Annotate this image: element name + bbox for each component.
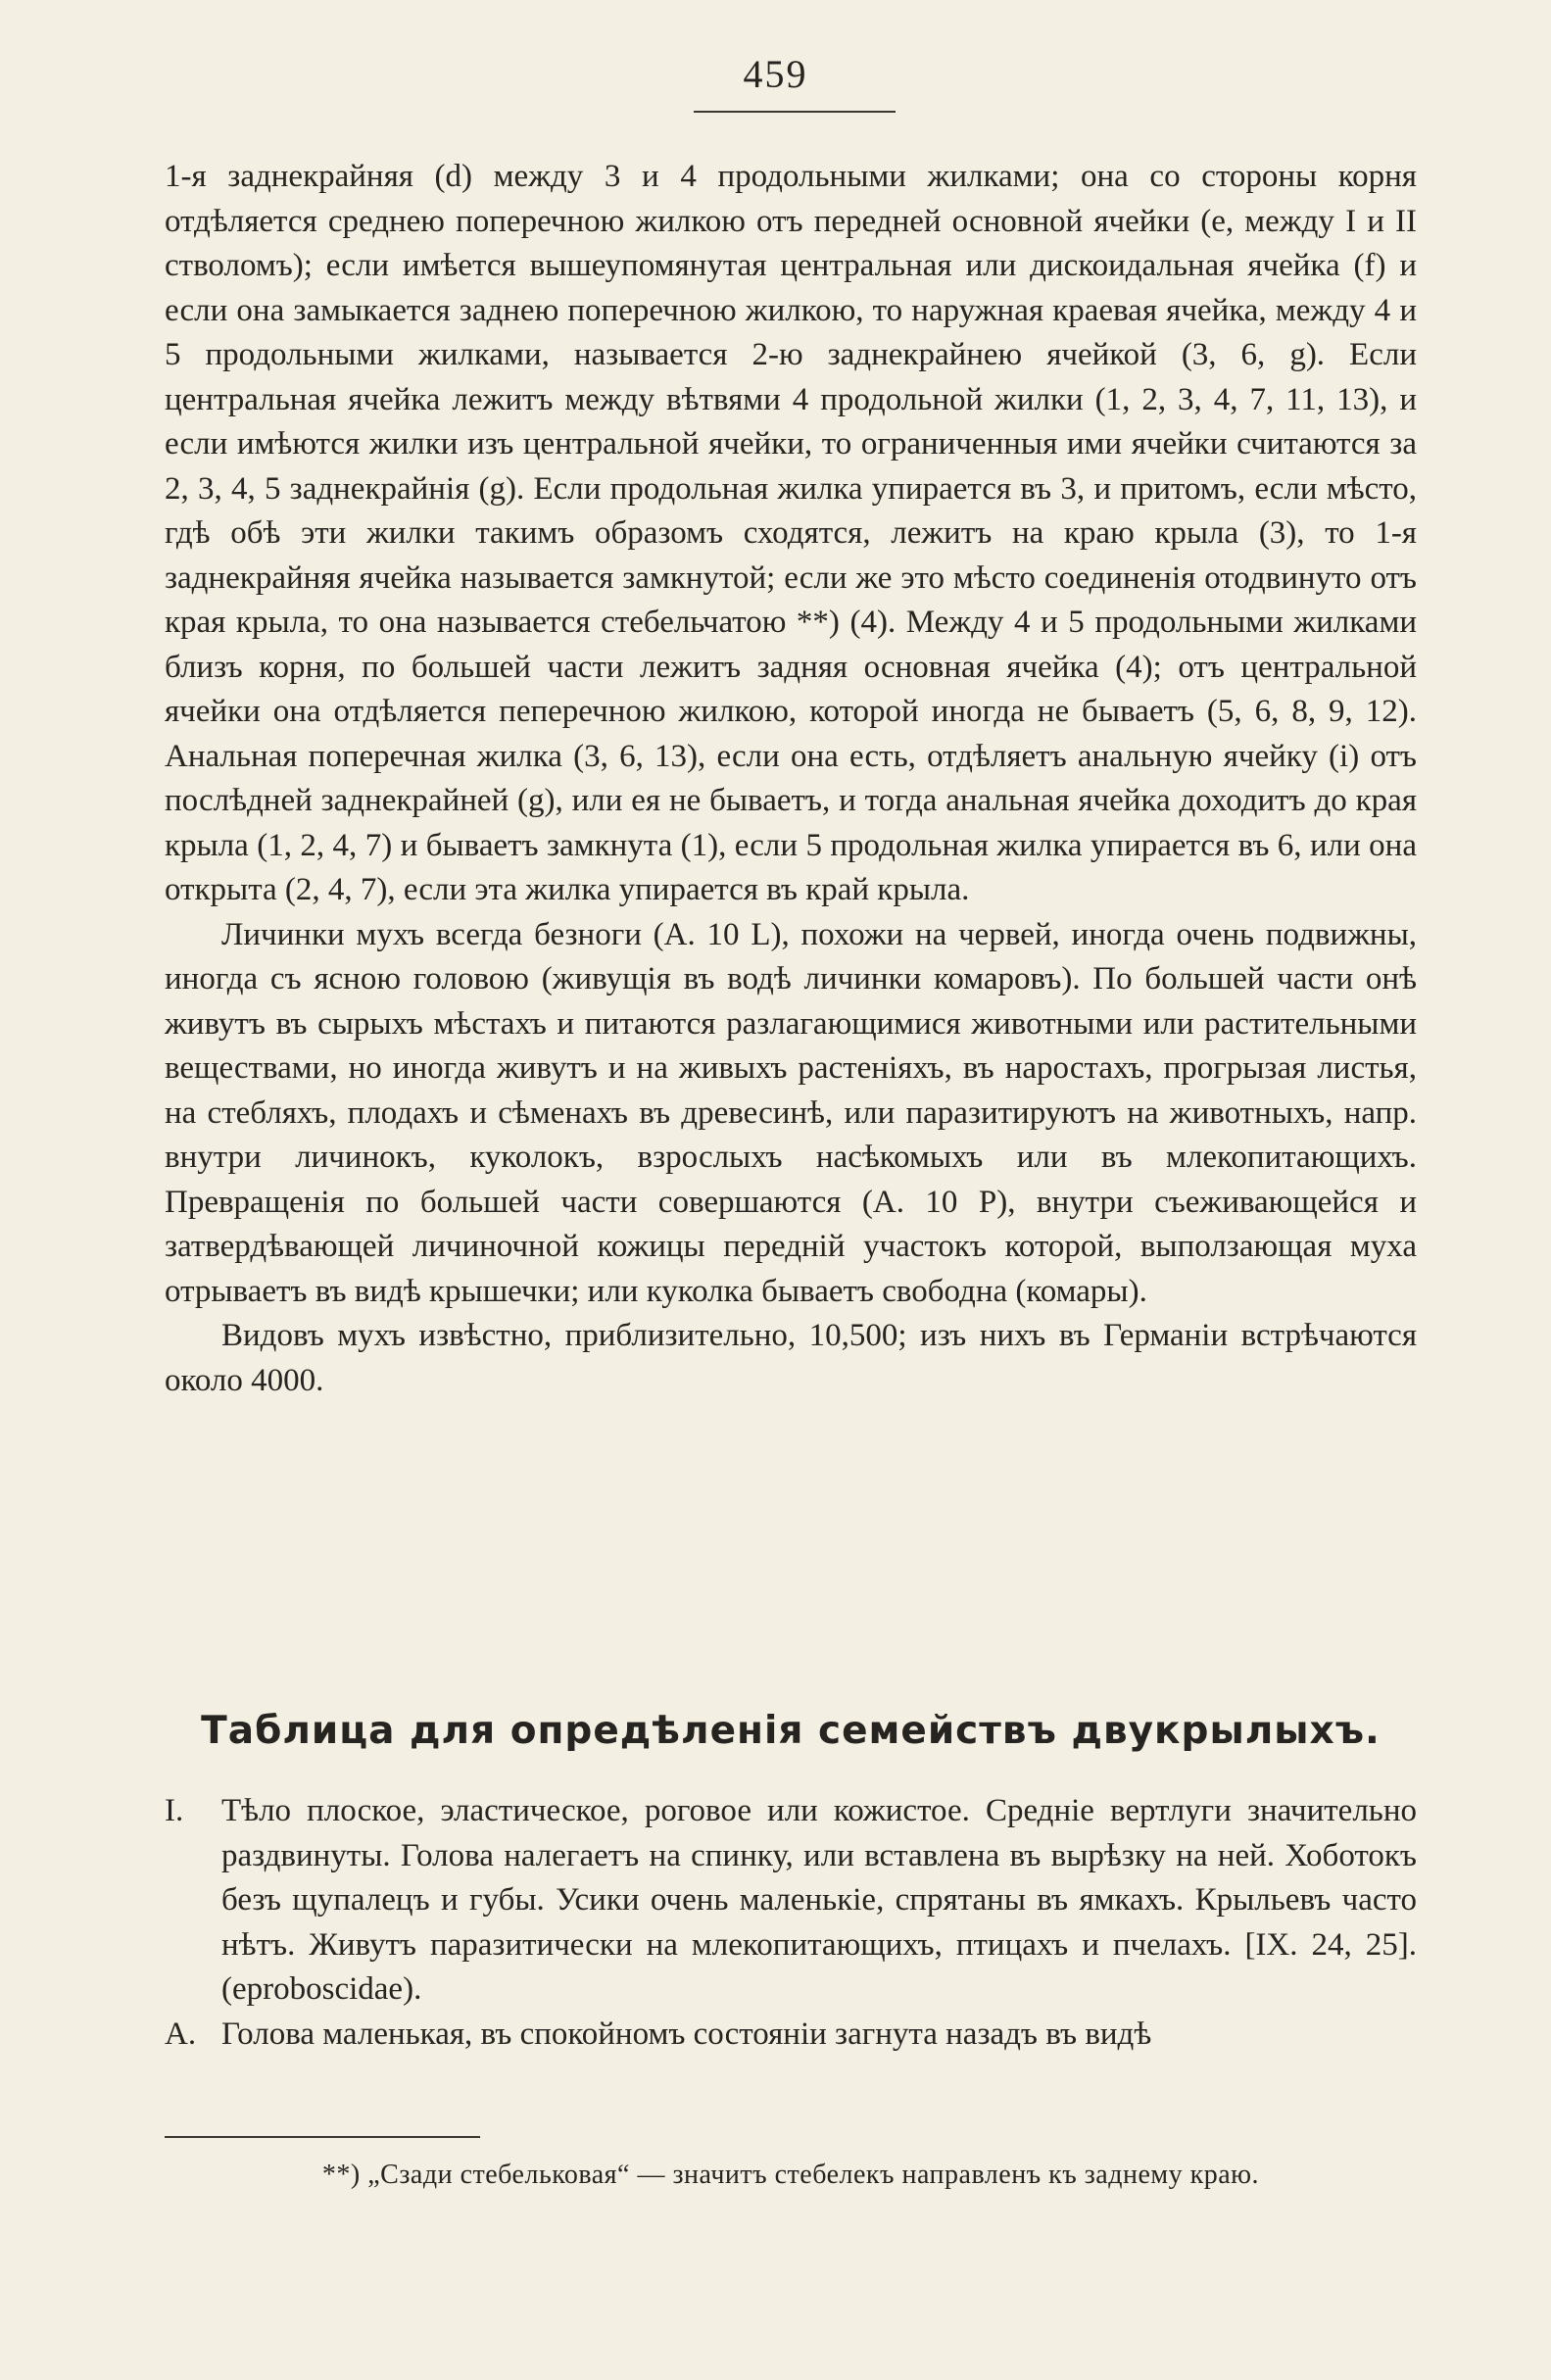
key-entry-mark: А. [165,2016,197,2052]
page-number: 459 [743,52,808,96]
paragraph-wing-cells: 1-я заднекрайняя (d) между 3 и 4 продольными жилками; она со стороны корня отдѣляется среднею поперечною жилкою отъ передней основной ячейки (е, между I и II стволомъ); если имѣется вышеупомянутая центральная или дискоидальная ячейка (f) и если она замыкается заднею поперечною жилкою, то наружная краевая ячейка, между 4 и 5 продольными жилками, называется 2-ю заднекрайнею ячейкой (3, 6, g). Если центральная ячейка лежитъ между вѣтвями 4 продольной жилки (1, 2, 3, 4, 7, 11, 13), и если имѣются жилки изъ центральной ячейки, то ограниченныя ими ячейки считаются за 2, 3, 4, 5 заднекрайнія (g). Если продольная жилка упирается въ 3, и притомъ, если мѣсто, гдѣ обѣ эти жилки такимъ образомъ сходятся, лежитъ на краю крыла (3), то 1-я заднекрайняя ячейка называется замкнутой; если же это мѣсто соединенія отодвинуто отъ края крыла, то она называется стебельчатою **) (4). Между 4 и 5 продольными жилками близъ корня, по большей части лежитъ задняя основная ячейка (4); отъ центральной ячейки она отдѣляется пеперечною жилкою, которой иногда не бываетъ (5, 6, 8, 9, 12). Анальная поперечная жилка (3, 6, 13), если она есть, отдѣляетъ анальную ячейку (i) отъ послѣдней заднекрайней (g), или ея не бываетъ, и тогда анальная ячейка доходитъ до края крыла (1, 2, 4, 7) и бываетъ замкнута (1), если 5 продольная жилка упирается въ 6, или она открыта (2, 4, 7), если эта жилка упирается въ край крыла. [165,159,1417,907]
identification-key [165,1789,1417,2057]
paragraph-species-count: Видовъ мухъ извѣстно, приблизительно, 10,500; изъ нихъ въ Германіи встрѣчаются около 4000. [165,1318,1417,1398]
footnote-rule [165,2136,480,2138]
body-text [165,155,1417,1403]
key-entry-text: Тѣло плоское, эластическое, роговое или кожистое. Средніе вертлуги значительно раздвинуты. Голова налегаетъ на спинку, или вставлена въ вырѣзку на ней. Хоботокъ безъ щупалецъ и губы. Усики очень маленькіе, спрятаны въ ямкахъ. Крыльевъ часто нѣтъ. Живутъ паразитически на млекопитающихъ, птицахъ и пчелахъ. [IX. 24, 25]. (eproboscidae). [221,1793,1417,2007]
key-entry [165,2013,1417,2058]
key-entry-mark: I. [165,1793,184,1828]
key-entry [165,1789,1417,2013]
section-heading: Таблица для опредѣленія семействъ двукрылыхъ. [201,1709,1381,1753]
footnote: **) „Сзади стебельковая“ — значитъ стебелекъ направленъ къ заднему краю. [321,2160,1260,2190]
paragraph-larvae: Личинки мухъ всегда безноги (А. 10 L), похожи на червей, иногда очень подвижны, иногда съ ясною головою (живущія въ водѣ личинки комаровъ). По большей части онѣ живутъ въ сырыхъ мѣстахъ и питаются разлагающимися животными или растительными веществами, но иногда живутъ и на живыхъ растеніяхъ, въ наростахъ, прогрызая листья, на стебляхъ, плодахъ и сѣменахъ въ древесинѣ, или паразитируютъ на животныхъ, напр. внутри личинокъ, куколокъ, взрослыхъ насѣкомыхъ или въ млекопитающихъ. Превращенія по большей части совершаются (А. 10 Р), внутри съеживающейся и затвердѣвающей личиночной кожицы передній участокъ которой, выползающая муха отрываетъ въ видѣ крышечки; или куколка бываетъ свободна (комары). [165,916,1417,1309]
header-rule [694,111,896,113]
key-entry-text: Голова маленькая, въ спокойномъ состояніи загнута назадъ въ видѣ [221,2016,1152,2052]
